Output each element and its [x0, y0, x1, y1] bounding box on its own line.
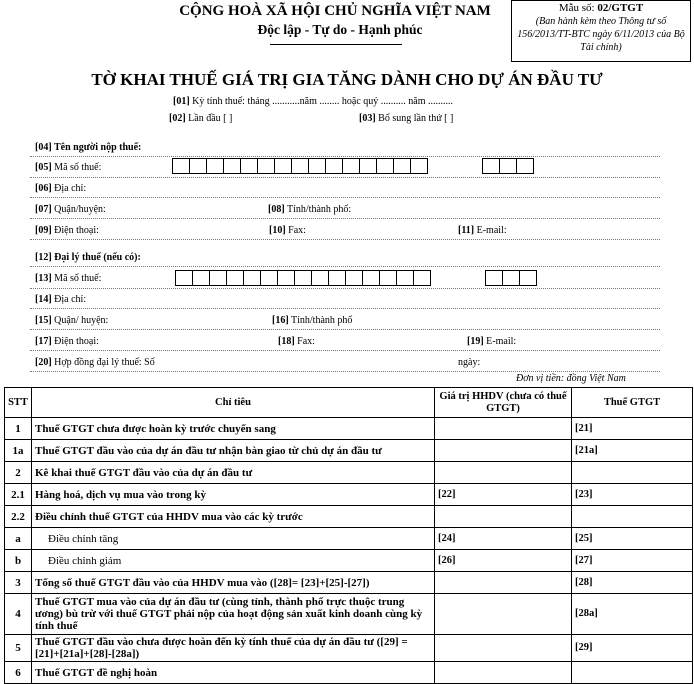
dotted-line — [30, 288, 660, 290]
table-row — [5, 462, 693, 484]
row-stt: b — [5, 550, 32, 572]
row-vat-cell[interactable]: [23] — [572, 484, 693, 506]
table-row — [5, 506, 693, 528]
row-label: Hàng hoá, dịch vụ mua vào trong kỳ — [32, 484, 435, 506]
row-stt: 2.1 — [5, 484, 32, 506]
row-vat-cell — [572, 462, 693, 484]
agent-fax-field[interactable]: [18] Fax: — [278, 336, 315, 347]
row-stt: 6 — [5, 662, 32, 684]
agent-tax-code-label: [13] Mã số thuế: — [35, 273, 102, 284]
form-code-note: (Ban hành kèm theo Thông tư số 156/2013/TT-BTC ngày 6/11/2013 của Bộ Tài chính) — [517, 16, 685, 53]
header-stt: STT — [5, 388, 32, 418]
dotted-line — [30, 308, 660, 310]
table-row — [5, 635, 693, 662]
agent-contract-date-field[interactable]: ngày: — [458, 357, 481, 368]
supplement-field[interactable]: [03] Bổ sung lần thứ [ ] — [359, 113, 454, 124]
row-vat-cell — [572, 662, 693, 684]
taxpayer-province-field[interactable]: [08] Tỉnh/thành phố: — [268, 204, 352, 215]
row-vat-cell — [572, 506, 693, 528]
row-label: Thuế GTGT đầu vào chưa được hoàn đến kỳ tính thuế của dự án đầu tư ([29] = [21]+[21a]+[28]-[28a]) — [32, 635, 435, 662]
taxpayer-tax-code-label: [05] Mã số thuế: — [35, 162, 102, 173]
dotted-line — [30, 177, 660, 179]
row-value-cell[interactable]: [26] — [435, 550, 572, 572]
row-vat-cell[interactable]: [28a] — [572, 594, 693, 635]
agent-tax-code-branch-boxes[interactable] — [485, 270, 536, 286]
row-vat-cell[interactable]: [21a] — [572, 440, 693, 462]
agent-address-field[interactable]: [14] Địa chỉ: — [35, 294, 87, 305]
row-label: Thuế GTGT đề nghị hoàn — [32, 662, 435, 684]
row-value-cell — [435, 418, 572, 440]
table-row — [5, 418, 693, 440]
table-row — [5, 484, 693, 506]
header-indicator: Chỉ tiêu — [32, 388, 435, 418]
table-row — [5, 550, 693, 572]
row-stt: 3 — [5, 572, 32, 594]
taxpayer-name-label: [04] Tên người nộp thuế: — [35, 142, 142, 153]
row-value-cell — [435, 572, 572, 594]
row-label: Thuế GTGT đầu vào của dự án đầu tư nhận bàn giao từ chủ dự án đầu tư — [32, 440, 435, 462]
row-vat-cell[interactable]: [25] — [572, 528, 693, 550]
dotted-line — [30, 350, 660, 352]
agent-district-field[interactable]: [15] Quận/ huyện: — [35, 315, 109, 326]
dotted-line — [30, 239, 660, 241]
row-stt: 1 — [5, 418, 32, 440]
row-label: Kê khai thuế GTGT đầu vào của dự án đầu tư — [32, 462, 435, 484]
table-row — [5, 662, 693, 684]
agent-tax-code-boxes[interactable] — [175, 270, 430, 286]
agent-province-field[interactable]: [16] Tỉnh/thành phố — [272, 315, 353, 326]
dotted-line — [30, 329, 660, 331]
row-vat-cell[interactable]: [27] — [572, 550, 693, 572]
declaration-table — [4, 387, 693, 684]
row-label: Thuế GTGT mua vào của dự án đầu tư (cùng tỉnh, thành phố trực thuộc trung ương) bù trừ với thuế GTGT phải nộp của hoạt động sản xuất kinh doanh cùng kỳ tính thuế — [32, 594, 435, 635]
row-vat-cell[interactable]: [28] — [572, 572, 693, 594]
row-value-cell — [435, 662, 572, 684]
row-label: Tổng số thuế GTGT đầu vào của HHDV mua vào ([28]= [23]+[25]-[27]) — [32, 572, 435, 594]
row-value-cell — [435, 635, 572, 662]
agent-label: [12] Đại lý thuế (nếu có): — [35, 252, 141, 263]
row-stt: 2 — [5, 462, 32, 484]
header-vat: Thuế GTGT — [572, 388, 693, 418]
header-value: Giá trị HHDV (chưa có thuế GTGT) — [435, 388, 572, 418]
agent-contract-field[interactable]: [20] Hợp đồng đại lý thuế: Số — [35, 357, 155, 368]
row-label: Thuế GTGT chưa được hoàn kỳ trước chuyển sang — [32, 418, 435, 440]
taxpayer-fax-field[interactable]: [10] Fax: — [269, 225, 306, 236]
agent-email-field[interactable]: [19] E-mail: — [467, 336, 517, 347]
row-vat-cell[interactable]: [29] — [572, 635, 693, 662]
tax-period-field[interactable]: [01] Kỳ tính thuế: tháng ...........năm ........ hoặc quý .......... năm .......... — [173, 96, 453, 107]
row-value-cell — [435, 506, 572, 528]
form-title: TỜ KHAI THUẾ GIÁ TRỊ GIA TĂNG DÀNH CHO DỰ ÁN ĐẦU TƯ — [91, 70, 603, 89]
row-value-cell[interactable]: [22] — [435, 484, 572, 506]
row-label: Điều chỉnh giảm — [32, 550, 435, 572]
row-stt: a — [5, 528, 32, 550]
motto: Độc lập - Tự do - Hạnh phúc — [257, 22, 423, 37]
nation-heading: CỘNG HOÀ XÃ HỘI CHỦ NGHĨA VIỆT NAM — [179, 3, 491, 19]
taxpayer-phone-field[interactable]: [09] Điện thoại: — [35, 225, 99, 236]
table-row — [5, 440, 693, 462]
agent-phone-field[interactable]: [17] Điện thoại: — [35, 336, 99, 347]
row-label: Điều chỉnh tăng — [32, 528, 435, 550]
row-value-cell — [435, 440, 572, 462]
row-stt: 1a — [5, 440, 32, 462]
taxpayer-tax-code-boxes[interactable] — [172, 158, 427, 174]
row-stt: 2.2 — [5, 506, 32, 528]
row-label: Điều chỉnh thuế GTGT của HHDV mua vào các kỳ trước — [32, 506, 435, 528]
row-value-cell — [435, 462, 572, 484]
table-row — [5, 594, 693, 635]
row-value-cell — [435, 594, 572, 635]
taxpayer-district-field[interactable]: [07] Quận/huyện: — [35, 204, 106, 215]
form-code: Mẫu số: 02/GTGT — [558, 2, 644, 14]
taxpayer-address-field[interactable]: [06] Địa chỉ: — [35, 183, 87, 194]
row-stt: 4 — [5, 594, 32, 635]
motto-underline — [270, 44, 402, 45]
row-stt: 5 — [5, 635, 32, 662]
taxpayer-email-field[interactable]: [11] E-mail: — [458, 225, 507, 236]
first-filing-field[interactable]: [02] Lần đầu [ ] — [169, 113, 233, 124]
table-row — [5, 572, 693, 594]
currency-note: Đơn vị tiền: đồng Việt Nam — [516, 373, 626, 384]
dotted-line — [30, 218, 660, 220]
dotted-line — [30, 266, 660, 268]
dotted-line — [30, 197, 660, 199]
row-value-cell[interactable]: [24] — [435, 528, 572, 550]
table-row — [5, 528, 693, 550]
taxpayer-tax-code-branch-boxes[interactable] — [482, 158, 533, 174]
row-vat-cell[interactable]: [21] — [572, 418, 693, 440]
